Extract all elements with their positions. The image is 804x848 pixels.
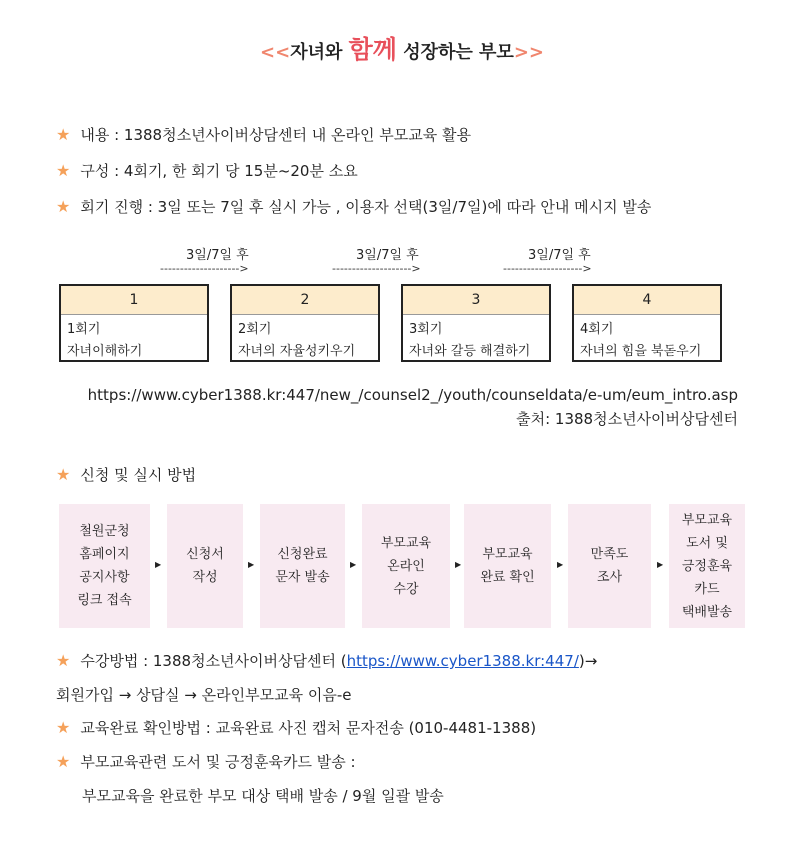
step-3: 신청완료 문자 발송 <box>260 504 345 628</box>
site-link[interactable]: https://www.cyber1388.kr:447/ <box>346 652 579 670</box>
title-emphasis: 함께 <box>348 35 397 64</box>
bullet-text: 구성 : 4회기, 한 회기 당 15분~20분 소요 <box>80 162 358 180</box>
title-part1: 자녀와 <box>290 42 349 63</box>
bullet-progress <box>56 196 651 217</box>
bullet-text: 회기 진행 : 3일 또는 7일 후 실시 가능 , 이용자 선택(3일/7일)에 따라 안내 메시지 발송 <box>80 198 652 216</box>
session-topic: 자녀의 자율성키우기 <box>238 344 356 359</box>
session-number: 3 <box>403 286 549 315</box>
session-number: 1 <box>61 286 207 315</box>
step-4: 부모교육 온라인 수강 <box>362 504 450 628</box>
step-6: 만족도 조사 <box>568 504 651 628</box>
step-7: 부모교육 도서 및 긍정훈육 카드 택배발송 <box>669 504 745 628</box>
step-1: 철원군청 홈페이지 공지사항 링크 접속 <box>59 504 150 628</box>
title-close: >> <box>513 42 544 63</box>
interval-arrow: --------------------> <box>503 262 592 275</box>
apply-heading <box>56 464 196 485</box>
interval-label: 3일/7일 후 <box>356 248 419 263</box>
session-number: 2 <box>232 286 378 315</box>
method-line <box>56 650 597 671</box>
step-arrow-icon: ▶ <box>248 560 255 569</box>
session-topic: 자녀와 갈등 해결하기 <box>409 344 531 359</box>
star-icon: ★ <box>56 651 71 670</box>
star-icon: ★ <box>56 752 71 771</box>
confirm-text: 교육완료 확인방법 : 교육완료 사진 캡처 문자전송 (010-4481-1388) <box>80 719 537 737</box>
session-title: 2회기 <box>238 322 272 337</box>
session-topic: 자녀의 힘을 북돋우기 <box>580 344 702 359</box>
session-box-2 <box>230 284 380 362</box>
session-topic: 자녀이해하기 <box>67 344 143 359</box>
title-open: << <box>260 42 291 63</box>
step-arrow-icon: ▶ <box>455 560 462 569</box>
step-arrow-icon: ▶ <box>350 560 357 569</box>
interval-label: 3일/7일 후 <box>528 248 591 263</box>
step-5: 부모교육 완료 확인 <box>464 504 551 628</box>
session-number: 4 <box>574 286 720 315</box>
session-box-1 <box>59 284 209 362</box>
star-icon: ★ <box>56 125 71 144</box>
step-arrow-icon: ▶ <box>155 560 162 569</box>
session-title: 1회기 <box>67 322 101 337</box>
bullet-structure <box>56 160 358 181</box>
star-icon: ★ <box>56 465 71 484</box>
bullet-content <box>56 124 471 145</box>
star-icon: ★ <box>56 718 71 737</box>
step-arrow-icon: ▶ <box>657 560 664 569</box>
page-title <box>0 30 804 66</box>
method-suffix: )→ <box>578 652 598 670</box>
interval-label: 3일/7일 후 <box>186 248 249 263</box>
interval-arrow: --------------------> <box>160 262 249 275</box>
apply-heading-text: 신청 및 실시 방법 <box>80 466 197 484</box>
books-detail: 부모교육을 완료한 부모 대상 택배 발송 / 9월 일괄 발송 <box>82 787 444 805</box>
session-box-3 <box>401 284 551 362</box>
title-part2: 성장하는 부모 <box>396 42 514 63</box>
method-steps: 회원가입 → 상담실 → 온라인부모교육 이음-e <box>56 686 352 704</box>
session-title: 4회기 <box>580 322 614 337</box>
confirm-line <box>56 717 536 738</box>
session-box-4 <box>572 284 722 362</box>
method-prefix: 수강방법 : 1388청소년사이버상담센터 ( <box>80 652 347 670</box>
source-credit: 출처: 1388청소년사이버상담센터 <box>516 410 738 428</box>
books-line <box>56 751 356 772</box>
step-arrow-icon: ▶ <box>557 560 564 569</box>
books-text: 부모교육관련 도서 및 긍정훈육카드 발송 : <box>80 753 356 771</box>
star-icon: ★ <box>56 161 71 180</box>
step-2: 신청서 작성 <box>167 504 243 628</box>
bullet-text: 내용 : 1388청소년사이버상담센터 내 온라인 부모교육 활용 <box>80 126 471 144</box>
star-icon: ★ <box>56 197 71 216</box>
session-title: 3회기 <box>409 322 443 337</box>
interval-arrow: --------------------> <box>332 262 421 275</box>
source-url: https://www.cyber1388.kr:447/new_/counsel2_/youth/counseldata/e-um/eum_intro.asp <box>87 386 738 404</box>
